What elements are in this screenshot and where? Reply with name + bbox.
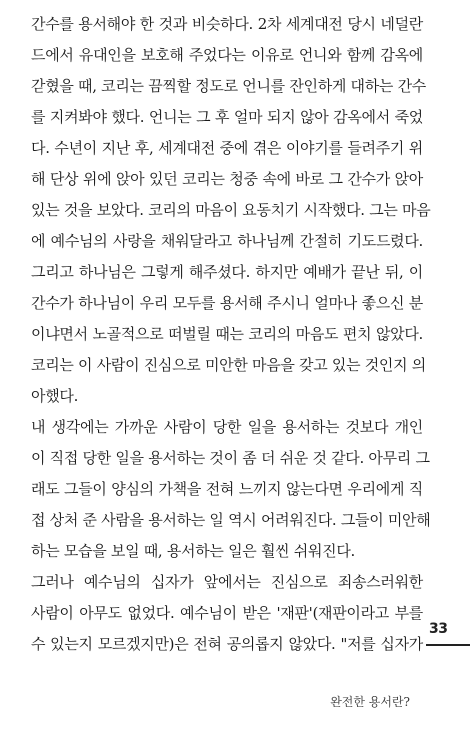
- body-line: 사람이 아무도 없었다. 예수님이 받은 '재판'(재판이라고 부를: [31, 604, 423, 622]
- body-line: 드에서 유대인을 보호해 주었다는 이유로 언니와 함께 감옥에: [31, 46, 423, 64]
- body-line: 접 상처 준 사람을 용서하는 일 역시 어려워진다. 그들이 미안해: [31, 511, 431, 529]
- body-line: 이냐면서 노골적으로 떠벌릴 때는 코리의 마음도 편치 않았다.: [31, 325, 423, 343]
- body-line: 있는 것을 보았다. 코리의 마음이 요동치기 시작했다. 그는 마음: [31, 201, 431, 219]
- body-line: 래도 그들이 양심의 가책을 전혀 느끼지 않는다면 우리에게 직: [31, 480, 423, 498]
- body-line: 간수를 용서해야 한 것과 비슷하다. 2차 세계대전 당시 네덜란: [31, 15, 423, 33]
- body-line: 코리는 이 사람이 진심으로 미안한 마음을 갖고 있는 것인지 의: [31, 356, 426, 374]
- body-line: 이 직접 당한 일을 용서하는 것이 좀 더 쉬운 것 같다. 아무리 그: [31, 449, 430, 467]
- body-line: 에 예수님의 사랑을 채워달라고 하나님께 간절히 기도드렸다.: [31, 232, 423, 250]
- body-line: 수 있는지 모르겠지만)은 전혀 공의롭지 않았다. "저를 십자가: [31, 635, 423, 653]
- body-line: 그러나 예수님의 십자가 앞에서는 진심으로 죄송스러워한: [31, 573, 423, 591]
- body-line: 하는 모습을 보일 때, 용서하는 일은 훨씬 쉬워진다.: [31, 542, 356, 560]
- running-footer: 완전한 용서란?: [330, 695, 410, 709]
- body-line: 아했다.: [31, 387, 79, 405]
- body-line: 그리고 하나님은 그렇게 해주셨다. 하지만 예배가 끝난 뒤, 이: [31, 263, 423, 281]
- page-number: 33: [429, 621, 448, 637]
- body-line: 해 단상 위에 앉아 있던 코리는 청중 속에 바로 그 간수가 앉아: [31, 170, 423, 188]
- body-line: 를 지켜봐야 했다. 언니는 그 후 얼마 되지 않아 감옥에서 죽었: [31, 108, 423, 126]
- body-line: 다. 수년이 지난 후, 세계대전 중에 겪은 이야기를 들려주기 위: [31, 139, 423, 157]
- body-line: 내 생각에는 가까운 사람이 당한 일을 용서하는 것보다 개인: [31, 418, 423, 436]
- page-number-rule: [426, 644, 470, 646]
- body-line: 간수가 하나님이 우리 모두를 용서해 주시니 얼마나 좋으신 분: [31, 294, 423, 312]
- body-line: 갇혔을 때, 코리는 끔찍할 정도로 언니를 잔인하게 대하는 간수: [31, 77, 426, 95]
